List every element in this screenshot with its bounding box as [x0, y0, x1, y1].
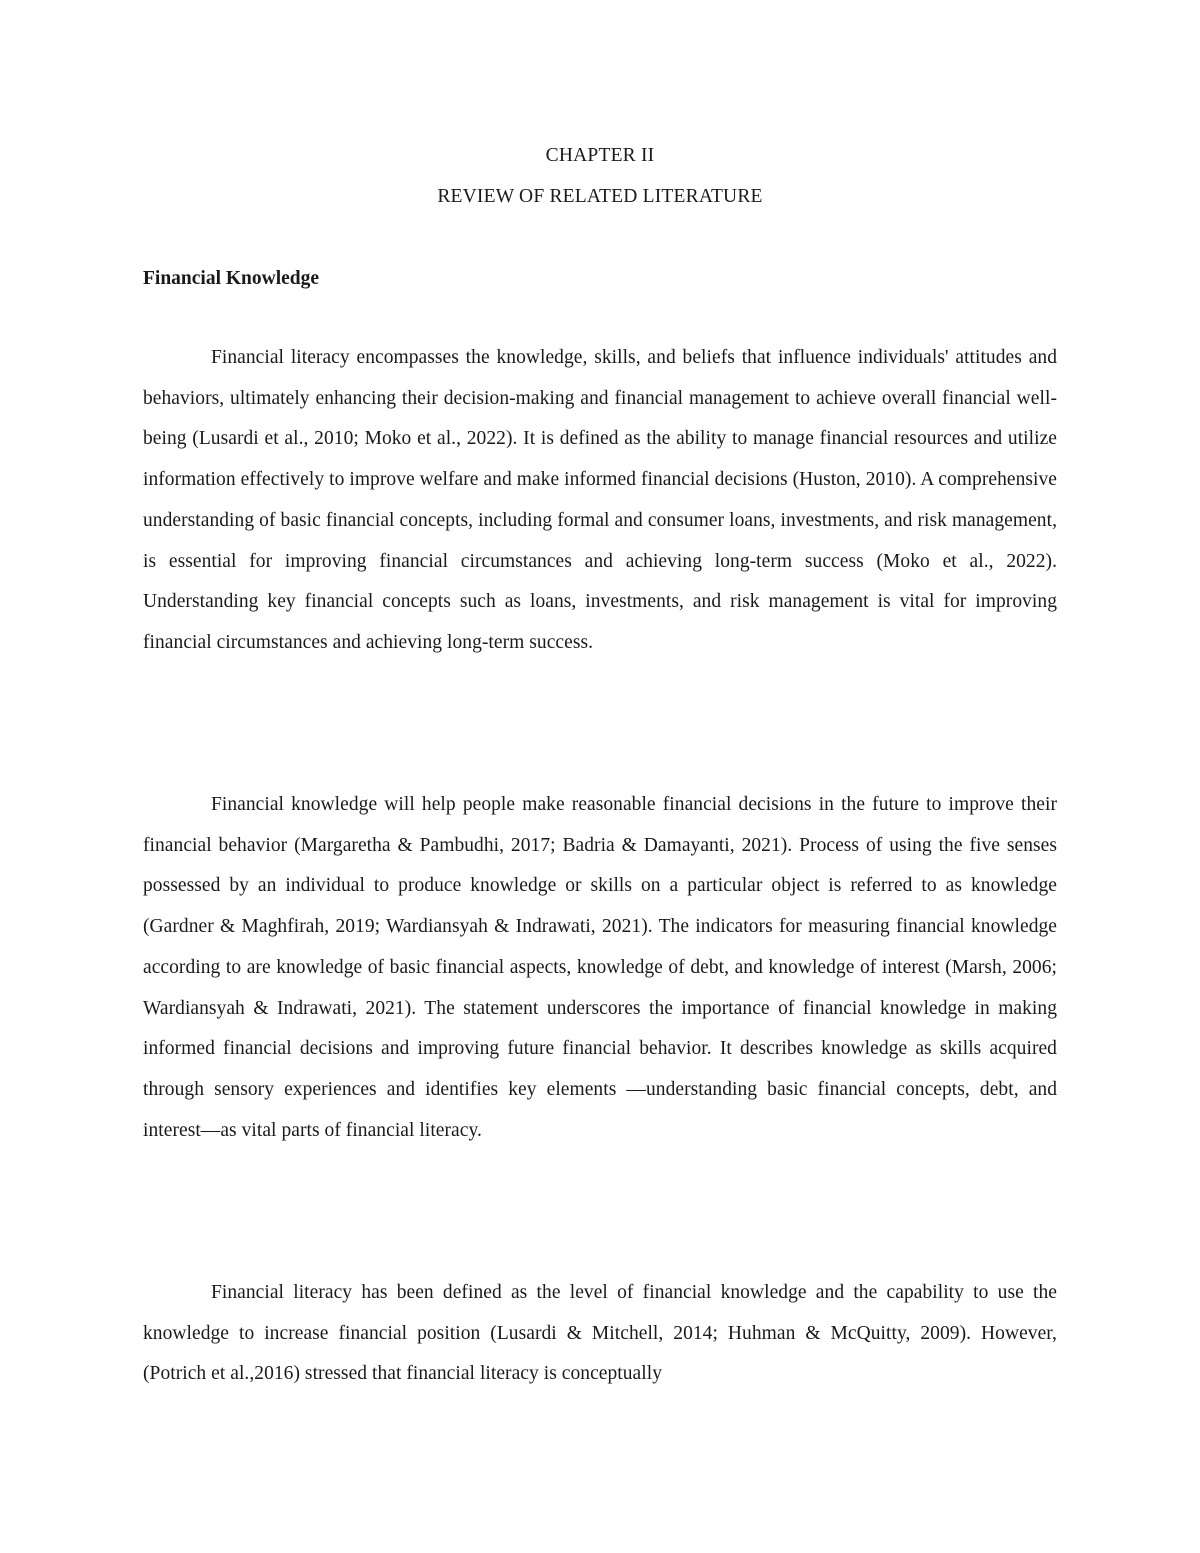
paragraph-3: Financial literacy has been defined as the level of financial knowledge and the capability to use the knowledge to increase financial position (Lusardi & Mitchell, 2014; Huhman & McQuitty, 2009). However, (Potrich et al.,2016) stressed that financial literacy is conceptually — [143, 1282, 1057, 1385]
chapter-title: REVIEW OF RELATED LITERATURE — [437, 186, 763, 207]
paragraph-1: Financial literacy encompasses the knowledge, skills, and beliefs that influence individuals' attitudes and behaviors, ultimately enhancing their decision-making and financial management to achieve overall financial well-being (Lusardi et al., 2010; Moko et al., 2022). It is defined as the ability to manage financial resources and utilize information effectively to improve welfare and make informed financial decisions (Huston, 2010). A comprehensive understanding of basic financial concepts, including formal and consumer loans, investments, and risk management, is essential for improving financial circumstances and achieving long-term success (Moko et al., 2022). Understanding key financial concepts such as loans, investments, and risk management is vital for improving financial circumstances and achieving long-term success. — [143, 347, 1057, 653]
paragraph-2: Financial knowledge will help people make reasonable financial decisions in the future to improve their financial behavior (Margaretha & Pambudhi, 2017; Badria & Damayanti, 2021). Process of using the five senses possessed by an individual to produce knowledge or skills on a particular object is referred to as knowledge (Gardner & Maghfirah, 2019; Wardiansyah & Indrawati, 2021). The indicators for measuring financial knowledge according to are knowledge of basic financial aspects, knowledge of debt, and knowledge of interest (Marsh, 2006; Wardiansyah & Indrawati, 2021). The statement underscores the importance of financial knowledge in making informed financial decisions and improving future financial behavior. It describes knowledge as skills acquired through sensory experiences and identifies key elements —understanding basic financial concepts, debt, and interest—as vital parts of financial literacy. — [143, 794, 1057, 1141]
chapter-number: CHAPTER II — [545, 145, 655, 166]
section-heading: Financial Knowledge — [143, 268, 320, 289]
